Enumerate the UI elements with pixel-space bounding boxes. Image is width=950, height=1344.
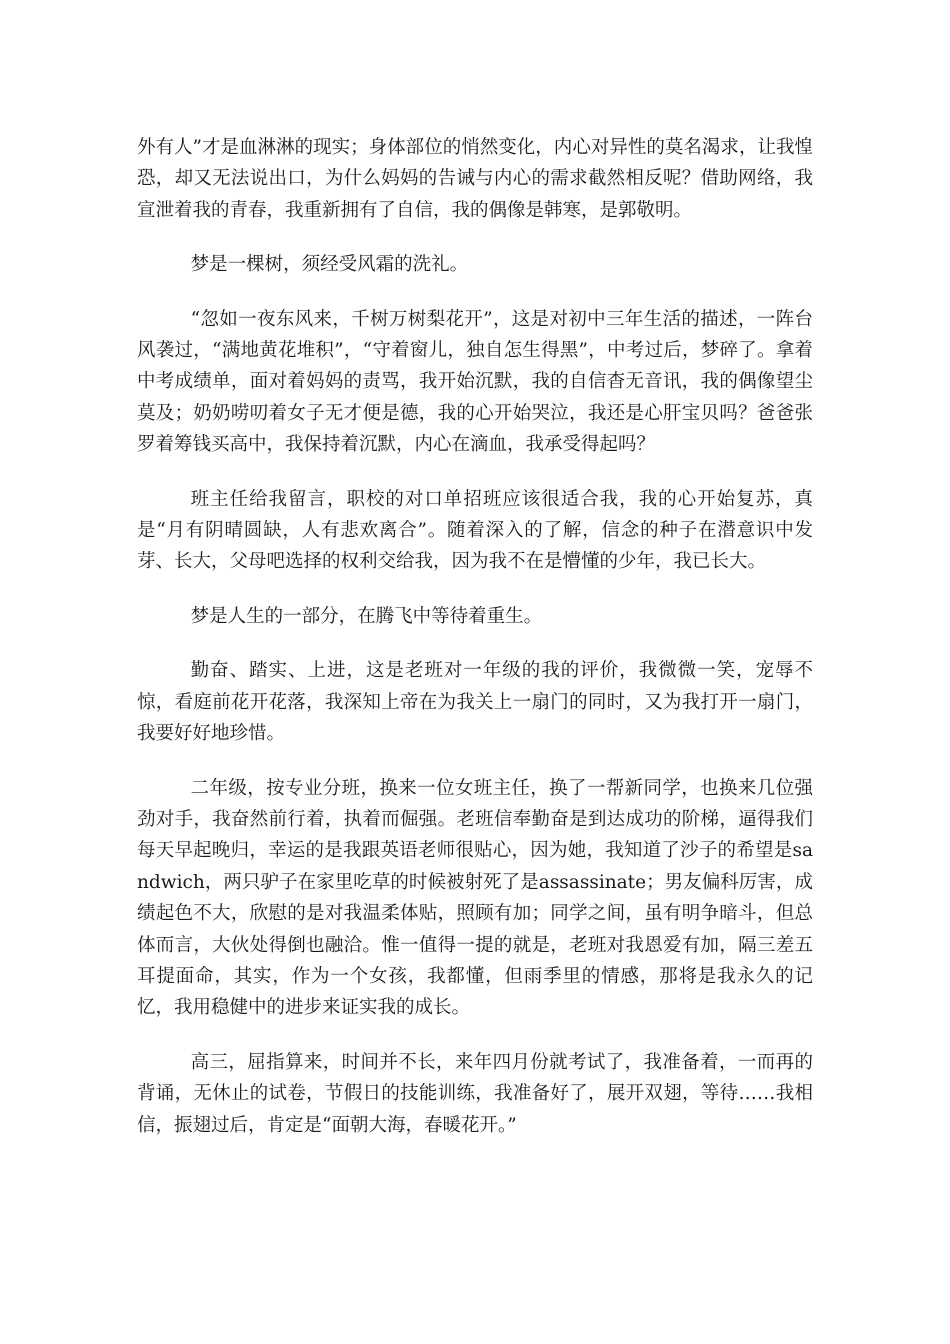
paragraph-2: 梦是一棵树，须经受风霜的洗礼。	[190, 254, 469, 276]
paragraph-8: 高三，屈指算来，时间并不长，来年四月份就考试了，我准备着，一而再的背诵，无休止的试卷，节假日的技能训练，我准备好了，展开双翅，等待……我相信，振翅过后，肯定是“面朝大海，春暖花开。”	[137, 1051, 813, 1136]
paragraph-3: “忽如一夜东风来，千树万树梨花开”，这是对初中三年生活的描述，一阵台风袭过，“满地黄花堆积”，“守着窗儿，独自怎生得黑”，中考过后，梦碎了。拿着中考成绩单，面对着妈妈的责骂，我开始沉默，我的自信杳无音讯，我的偶像望尘莫及；奶奶唠叨着女子无才便是德，我的心开始哭泣，我还是心肝宝贝吗？爸爸张罗着筹钱买高中，我保持着沉默，内心在滴血，我承受得起吗？	[137, 308, 813, 456]
paragraph-7: 二年级，按专业分班，换来一位女班主任，换了一帮新同学，也换来几位强劲对手，我奋然前行着，执着而倔强。老班信奉勤奋是到达成功的阶梯，逼得我们每天早起晚归，幸运的是我跟英语老师很贴心，因为她，我知道了沙子的希望是sandwich，两只驴子在家里吃草的时候被射死了是assassinate；男友偏科厉害，成绩起色不大，欣慰的是对我温柔体贴，照顾有加；同学之间，虽有明争暗斗，但总体而言，大伙处得倒也融洽。惟一值得一提的就是，老班对我恩爱有加，隔三差五耳提面命，其实，作为一个女孩，我都懂，但雨季里的情感，那将是我永久的记忆，我用稳健中的进步来证实我的成长。	[137, 777, 813, 1019]
document-body	[137, 132, 813, 1164]
paragraph-6: 勤奋、踏实、上进，这是老班对一年级的我的评价，我微微一笑，宠辱不惊，看庭前花开花落，我深知上帝在为我关上一扇门的同时，又为我打开一扇门，我要好好地珍惜。	[137, 660, 813, 745]
paragraph-1: 外有人”才是血淋淋的现实；身体部位的悄然变化，内心对异性的莫名渴求，让我惶恐，却又无法说出口，为什么妈妈的告诫与内心的需求截然相反呢？借助网络，我宣泄着我的青春，我重新拥有了自信，我的偶像是韩寒，是郭敬明。	[137, 137, 813, 221]
paragraph-5: 梦是人生的一部分，在腾飞中等待着重生。	[190, 605, 543, 627]
paragraph-4: 班主任给我留言，职校的对口单招班应该很适合我，我的心开始复苏，真是“月有阴晴圆缺，人有悲欢离合”。随着深入的了解，信念的种子在潜意识中发芽、长大，父母吧选择的权利交给我，因为我不在是懵懂的少年，我已长大。	[137, 488, 813, 573]
